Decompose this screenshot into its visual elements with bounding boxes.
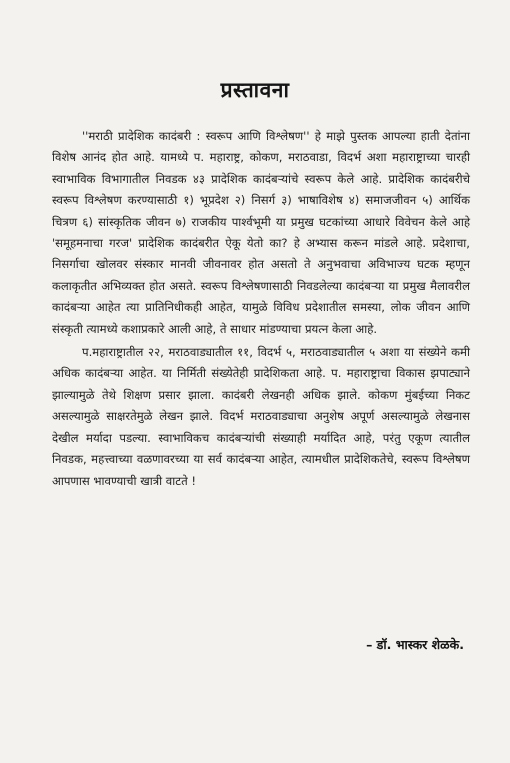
paragraph-2: प.महाराष्ट्रातील २२, मराठवाड्यातील ११, विदर्भ ५, मराठवाड्यातील ५ अशा या संख्येने कमी अधिक कादंबऱ्या आहेत. या निर्मिती संख्येतेही प्रादेशिकता आहे. प. महाराष्ट्राचा विकास झपाट्याने झाल्यामुळे तेथे शिक्षण प्रसार झाला. कादंबरी लेखनही अधिक झाले. कोकण मुंबईच्या निकट असल्यामुळे साक्षरतेमुळे लेखन झाले. विदर्भ मराठवाड्याचा अनुशेष अपूर्ण असल्यामुळे लेखनास देखील मर्यादा पडल्या. स्वाभाविकच कादंबऱ्यांची संख्याही मर्यादित आहे, परंतु एकूण त्यातील निवडक, महत्त्वाच्या वळणावरच्या या सर्व कादंबऱ्या आहेत, त्यामधील प्रादेशिकतेचे, स्वरूप विश्लेषण आपणास भावण्याची खात्री वाटते ! — [52, 345, 470, 488]
paragraph-1: ''मराठी प्रादेशिक कादंबरी : स्वरूप आणि विश्लेषण'' हे माझे पुस्तक आपल्या हाती देतांना विशेष आनंद होत आहे. यामध्ये प. महाराष्ट्र, कोकण, मराठवाडा, विदर्भ अशा महाराष्ट्राच्या चारही स्वाभाविक विभागातील निवडक ४३ प्रादेशिक कादंबऱ्यांचे स्वरूप केले आहे. प्रादेशिक कादंबरीचे स्वरूप विश्लेषण करण्यासाठी १) भूप्रदेश २) निसर्ग ३) भाषाविशेष ४) समाजजीवन ५) आर्थिक चित्रण ६) सांस्कृतिक जीवन ७) राजकीय पार्श्वभूमी या प्रमुख घटकांच्या आधारे विवेचन केले आहे 'समूहमनाचा गरज' प्रादेशिक कादंबरीत ऐकू येतो का? हे अभ्यास करून मांडले आहे. प्रदेशाचा, निसर्गाचा खोलवर संस्कार मानवी जीवनावर होत असतो ते अनुभवाचा अविभाज्य घटक म्हणून कलाकृतीत अभिव्यक्त होत असते. स्वरूप विश्लेषणासाठी निवडलेल्या कादंबऱ्या या प्रमुख मैलावरील कादंबऱ्या आहेत त्या प्रातिनिधीकही आहेत, यामुळे विविध प्रदेशातील समस्या, लोक जीवन आणि संस्कृती त्यामध्ये कशाप्रकारे आली आहे, ते साधार मांडण्याचा प्रयत्न केला आहे. — [52, 129, 470, 336]
body-text — [52, 126, 470, 492]
author-signature: – डॉ. भास्कर शेळके. — [366, 637, 464, 652]
page-title: प्रस्तावना — [220, 78, 290, 102]
